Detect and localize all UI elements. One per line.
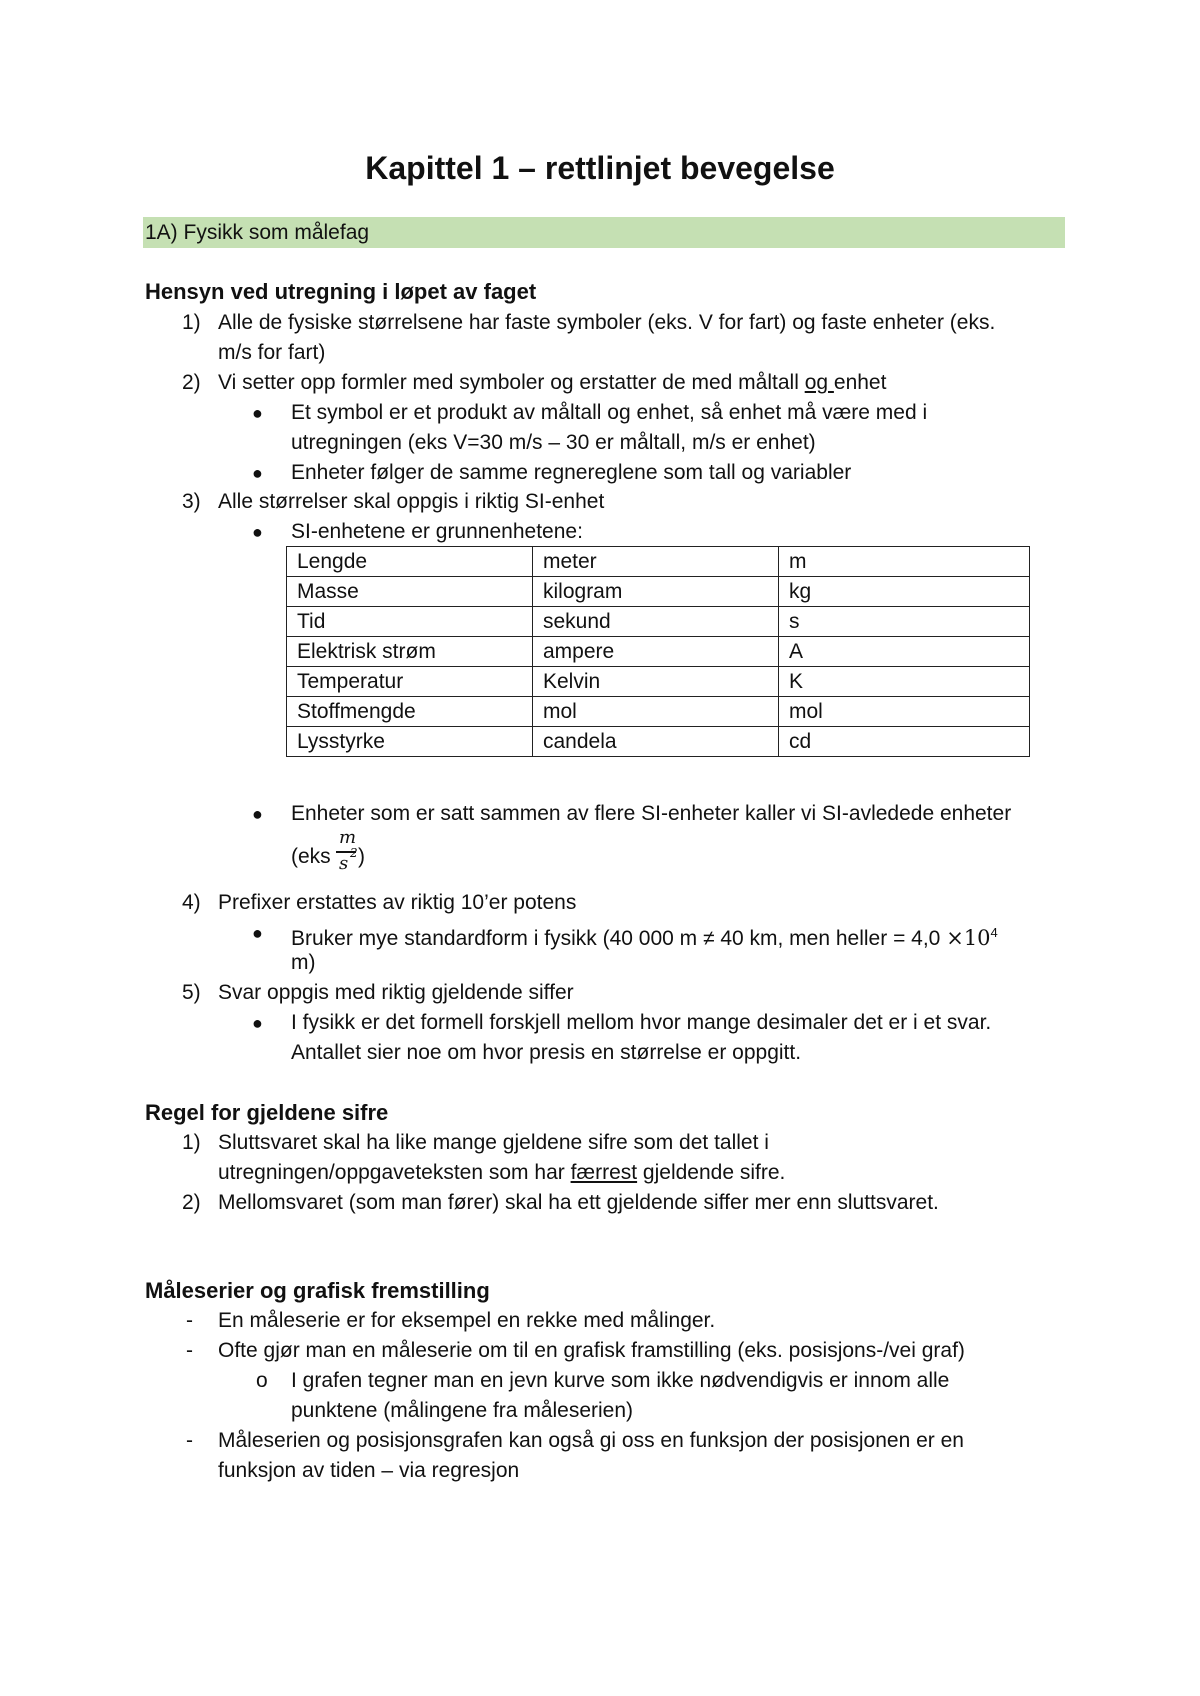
underlined-text: færrest [570,1161,638,1184]
list-item-text: Alle de fysiske størrelsene har faste symboler (eks. V for fart) og faste enheter (eks. [218,311,996,334]
bullet-text: utregningen (eks V=30 m/s – 30 er måltall, m/s er enhet) [291,431,816,454]
sub-item-text: I grafen tegner man en jevn kurve som ikke nødvendigvis er innom alle [291,1369,950,1392]
dash-marker: - [186,1339,193,1362]
fraction-numerator: m [339,827,357,848]
table-cell: candela [533,727,779,757]
table-row [287,577,1030,607]
list-number: 2) [182,1191,201,1214]
table-cell: kilogram [533,577,779,607]
dash-marker: - [186,1429,193,1452]
list-item-text: Svar oppgis med riktig gjeldende siffer [218,981,574,1004]
table-cell: kg [779,577,1030,607]
bullet-text: SI-enhetene er grunnenhetene: [291,520,583,543]
table-cell: K [779,667,1030,697]
bullet-text: m) [291,951,316,974]
list-item-text: Sluttsvaret skal ha like mange gjeldene sifre som det tallet i [218,1131,769,1154]
section-band-label: 1A) Fysikk som målefag [145,221,370,244]
table-row [287,667,1030,697]
bullet-text: (eks [291,845,331,868]
text-run: enhet [833,371,887,394]
heading-regel: Regel for gjeldene sifre [145,1100,389,1125]
text-run: Vi setter opp formler med symboler og erstatter de med måltall [218,371,805,394]
bullet-icon: ● [252,522,263,542]
table-cell: Elektrisk strøm [287,637,533,667]
table-cell: Kelvin [533,667,779,697]
table-row [287,637,1030,667]
table-cell: Masse [287,577,533,607]
table-row [287,727,1030,757]
underlined-text: og [804,371,834,394]
table-cell: Lysstyrke [287,727,533,757]
list-item-text: funksjon av tiden – via regresjon [218,1459,520,1482]
list-item-text: Måleserien og posisjonsgrafen kan også gi oss en funksjon der posisjonen er en [218,1429,964,1452]
table-cell: m [779,547,1030,577]
bullet-icon: ● [252,1013,263,1033]
page-title: Kapittel 1 – rettlinjet bevegelse [365,150,835,186]
circle-marker: o [256,1369,268,1392]
table-cell: mol [533,697,779,727]
table-cell: cd [779,727,1030,757]
bullet-text: Et symbol er et produkt av måltall og enhet, så enhet må være med i [291,401,928,424]
bullet-icon: ● [252,463,263,483]
bullet-icon: ● [252,403,263,423]
list-number: 4) [182,891,201,914]
table-cell: Lengde [287,547,533,577]
heading-hensyn: Hensyn ved utregning i løpet av faget [145,279,537,304]
table-cell: s [779,607,1030,637]
table-cell: Stoffmengde [287,697,533,727]
text-run: gjeldende sifre. [637,1161,786,1184]
bullet-text: Antallet sier noe om hvor presis en størrelse er oppgitt. [291,1041,802,1064]
table-cell: A [779,637,1030,667]
list-item-text [218,1158,785,1188]
power-base: 10 [963,926,991,950]
sub-item-text: punktene (målingene fra måleserien) [291,1399,634,1422]
list-number: 1) [182,1131,201,1154]
dash-marker: - [186,1309,193,1332]
bullet-text: Enheter følger de samme regnereglene som tall og variabler [291,461,852,484]
heading-maaleserier: Måleserier og grafisk fremstilling [145,1278,490,1303]
list-item-text: En måleserie er for eksempel en rekke med målinger. [218,1309,716,1332]
table-row [287,547,1030,577]
bullet-icon: ● [252,804,263,824]
times-symbol: × [946,926,964,950]
bullet-text [291,918,998,954]
text-run: utregningen/oppgaveteksten som har [218,1161,571,1184]
list-item-text: Ofte gjør man en måleserie om til en grafisk framstilling (eks. posisjons-/vei graf) [218,1339,965,1362]
text-run: Bruker mye standardform i fysikk (40 000 m ≠ 40 km, men heller = 4,0 [291,927,947,950]
list-item-text: Mellomsvaret (som man fører) skal ha ett gjeldende siffer mer enn sluttsvaret. [218,1191,939,1214]
table-cell: meter [533,547,779,577]
table-row [287,607,1030,637]
si-units-table [286,546,1030,757]
fraction-denominator: s [339,853,349,874]
table-cell: ampere [533,637,779,667]
list-number: 2) [182,371,201,394]
list-item-text: Prefixer erstattes av riktig 10’er potens [218,891,577,914]
list-number: 1) [182,311,201,334]
table-cell: Temperatur [287,667,533,697]
list-item-text [218,368,886,398]
list-item-text: Alle størrelser skal oppgis i riktig SI-enhet [218,490,605,513]
table-cell: mol [779,697,1030,727]
bullet-text: Enheter som er satt sammen av flere SI-enheter kaller vi SI-avledede enheter [291,802,1012,825]
fraction-exponent: 2 [350,846,358,860]
bullet-text: ) [358,845,365,868]
table-cell: Tid [287,607,533,637]
bullet-text: I fysikk er det formell forskjell mellom hvor mange desimaler det er i et svar. [291,1011,992,1034]
list-number: 3) [182,490,201,513]
list-number: 5) [182,981,201,1004]
table-cell: sekund [533,607,779,637]
power-exponent: 4 [990,925,998,940]
list-item-text: m/s for fart) [218,341,326,364]
table-row [287,697,1030,727]
bullet-icon: ● [252,923,263,943]
